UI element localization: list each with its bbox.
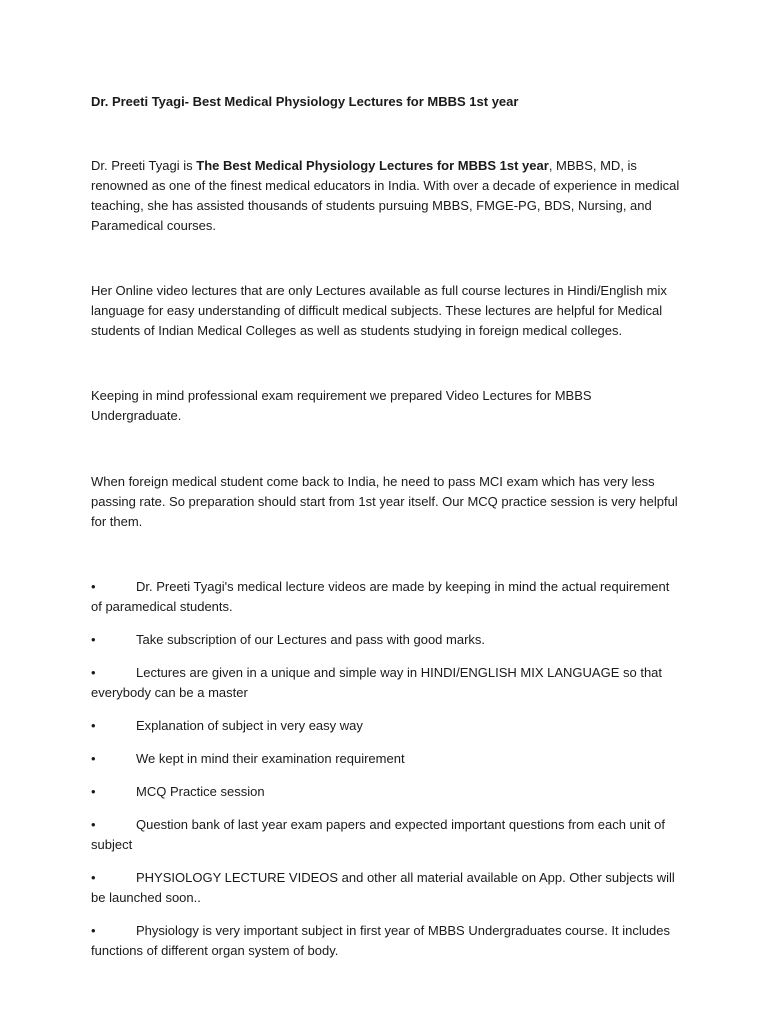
list-item: [91, 921, 683, 961]
bullet-icon: •: [91, 665, 96, 680]
list-item-text: Physiology is very important subject in first year of MBBS Undergraduates course. It includes functions of different organ system of body.: [91, 923, 670, 958]
bullet-icon: •: [91, 632, 96, 647]
document-title: Dr. Preeti Tyagi- Best Medical Physiology Lectures for MBBS 1st year: [91, 94, 519, 109]
bullet-icon: •: [91, 870, 96, 885]
paragraph-intro: [91, 156, 683, 236]
list-item: [91, 630, 683, 650]
intro-bold-phrase: The Best Medical Physiology Lectures for MBBS 1st year: [196, 158, 549, 173]
list-item-text: Take subscription of our Lectures and pass with good marks.: [136, 632, 486, 647]
bullet-icon: •: [91, 718, 96, 733]
list-item-text: PHYSIOLOGY LECTURE VIDEOS and other all material available on App. Other subjects will be launched soon..: [91, 870, 675, 905]
paragraph-lectures: Her Online video lectures that are only Lectures available as full course lectures in Hindi/English mix language for easy understanding of difficult medical subjects. These lectures are helpful for Medical students of Indian Medical Colleges as well as students studying in foreign medical colleges.: [91, 283, 667, 338]
list-item-text: We kept in mind their examination requirement: [136, 751, 405, 766]
paragraph-foreign-students: When foreign medical student come back to India, he need to pass MCI exam which has very less passing rate. So preparation should start from 1st year itself. Our MCQ practice session is very helpful for them.: [91, 474, 678, 529]
bullet-icon: •: [91, 817, 96, 832]
list-item-text: Lectures are given in a unique and simple way in HINDI/ENGLISH MIX LANGUAGE so that everybody can be a master: [91, 665, 663, 700]
bullet-icon: •: [91, 784, 96, 799]
list-item-text: MCQ Practice session: [136, 784, 265, 799]
list-item: [91, 868, 683, 908]
intro-text-start: Dr. Preeti Tyagi is: [91, 158, 197, 173]
list-item: [91, 815, 683, 855]
list-item: [91, 577, 683, 617]
list-item: [91, 749, 683, 769]
list-item-text: Question bank of last year exam papers and expected important questions from each unit of subject: [91, 817, 665, 852]
list-item-text: Explanation of subject in very easy way: [136, 718, 363, 733]
list-item-text: Dr. Preeti Tyagi's medical lecture videos are made by keeping in mind the actual requirement of paramedical students.: [91, 579, 670, 614]
list-item: [91, 716, 683, 736]
list-item: [91, 663, 683, 703]
feature-list: [91, 577, 683, 961]
list-item: [91, 782, 683, 802]
bullet-icon: •: [91, 923, 96, 938]
bullet-icon: •: [91, 579, 96, 594]
intro-text-end: , MBBS, MD, is renowned as one of the finest medical educators in India. With over a decade of experience in medical teaching, she has assisted thousands of students pursuing MBBS, FMGE-PG, BDS, Nursing, and Paramedical courses.: [91, 158, 680, 233]
bullet-icon: •: [91, 751, 96, 766]
document-body: [91, 92, 683, 974]
paragraph-exam-requirement: Keeping in mind professional exam requirement we prepared Video Lectures for MBBS Undergraduate.: [91, 388, 592, 423]
